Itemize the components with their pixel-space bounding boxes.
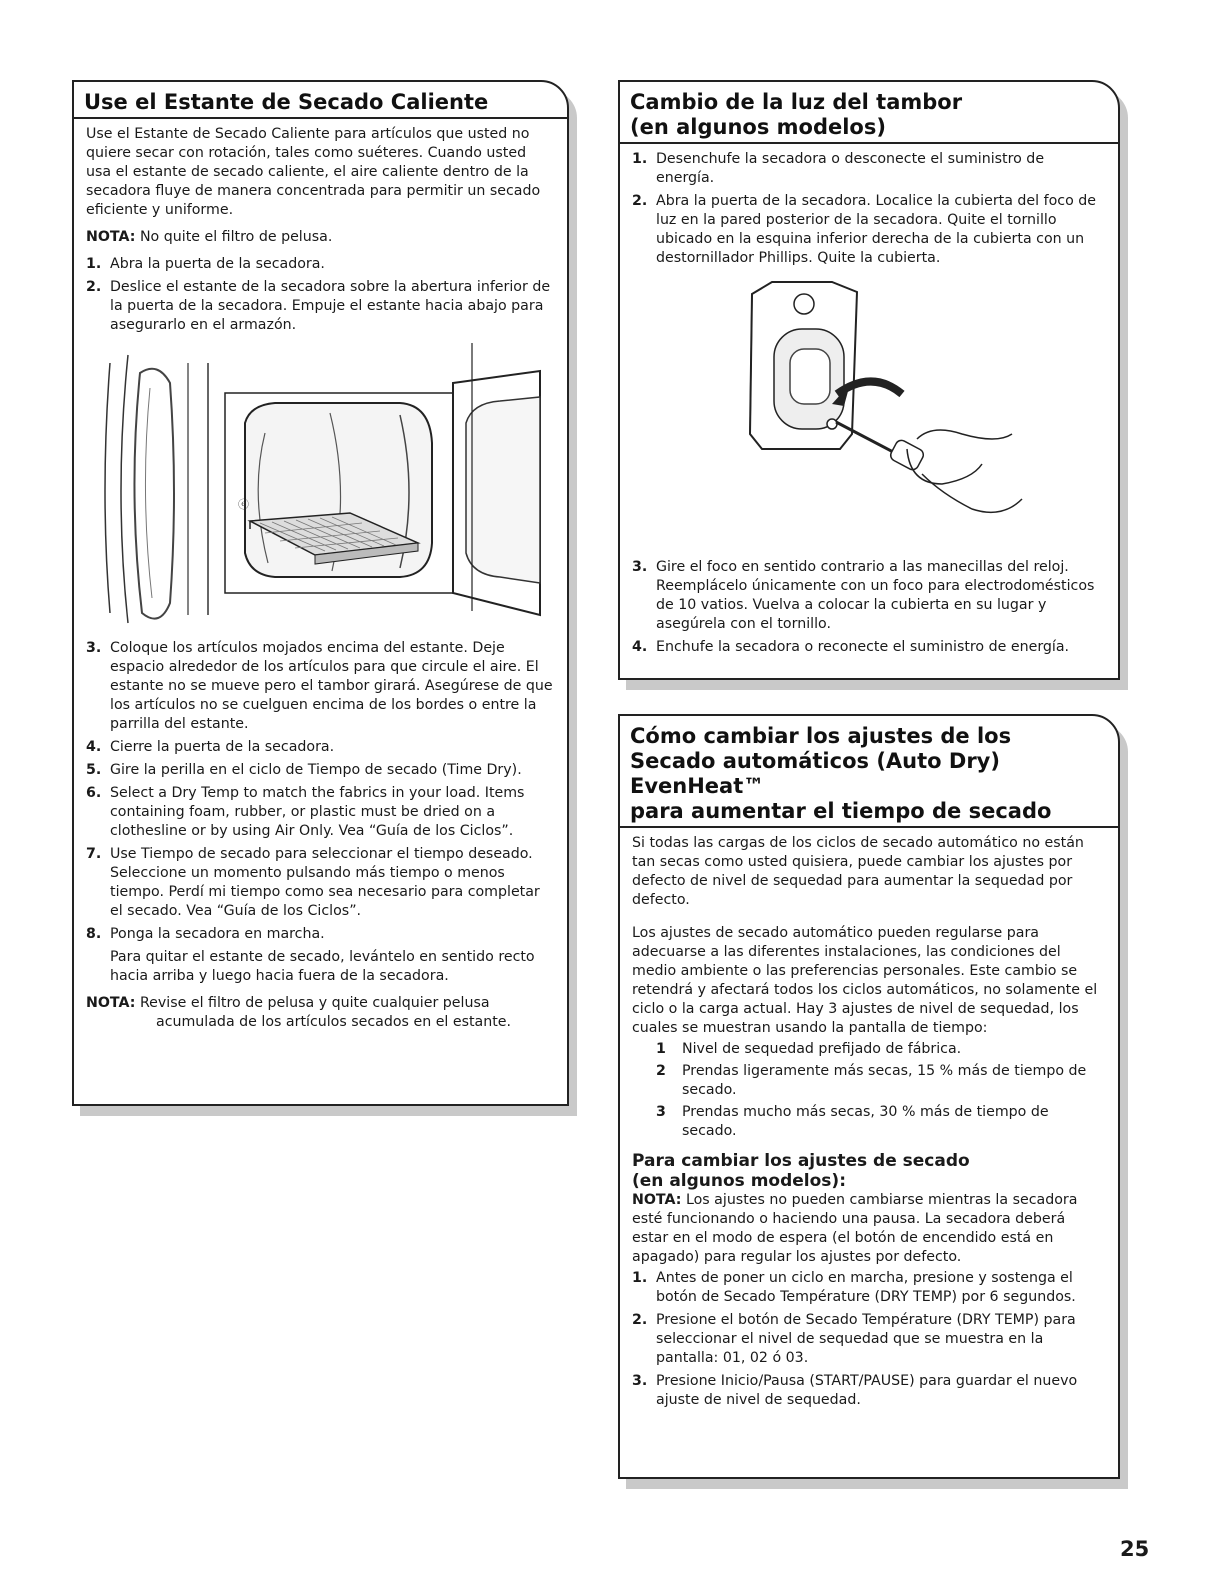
list-item: 3. Coloque los artículos mojados encima del estante. Deje espacio alrededor de los artículos para que circule el aire. El estante no se mueve pero el tambor girará. Asegúrese de que los artículos no se cuelguen encima de los bordes o entre la parrilla del estante. — [86, 640, 553, 732]
drying-rack-title: Use el Estante de Secado Caliente — [84, 90, 489, 114]
list-item: 4. Enchufe la secadora o reconecte el suministro de energía. — [632, 639, 1070, 655]
drying-rack-note: NOTA: No quite el filtro de pelusa. — [86, 229, 333, 245]
drying-rack-steps-b — [86, 639, 553, 944]
drying-rack-intro: Use el Estante de Secado Caliente para artículos que usted no quiere secar con rotación, tales como suéteres. Cuando usted usa el estante de secado caliente, el aire caliente dentro de la secadora fluye de manera concentrada para permitir un secado eficiente y uniforme. — [86, 126, 541, 218]
list-item: 2 Prendas ligeramente más secas, 15 % más de tiempo de secado. — [656, 1063, 1087, 1098]
drying-rack-body — [74, 119, 567, 1032]
drying-rack-section — [72, 80, 569, 1106]
list-item: 2. Deslice el estante de la secadora sobre la abertura inferior de la puerta de la secadora. Empuje el estante hacia abajo para asegurarlo en el armazón. — [86, 279, 551, 333]
drum-light-title: Cambio de la luz del tambor (en algunos modelos) — [630, 90, 963, 139]
remove-rack-text: Para quitar el estante de secado, levántelo en sentido recto hacia arriba y luego hacia fuera de la secadora. — [110, 949, 535, 984]
list-item: 1. Abra la puerta de la secadora. — [86, 256, 325, 272]
list-item: 4. Cierre la puerta de la secadora. — [86, 739, 335, 755]
list-item: 1. Antes de poner un ciclo en marcha, presione y sostenga el botón de Secado Température (DRY TEMP) por 6 segundos. — [632, 1270, 1076, 1305]
dryer-rack-illustration — [100, 343, 550, 633]
auto-dry-header — [620, 716, 1118, 828]
light-cover-illustration — [732, 274, 1032, 554]
drum-light-section — [618, 80, 1120, 680]
auto-dry-title: Cómo cambiar los ajustes de los Secado automáticos (Auto Dry) EvenHeat™ para aumentar el tiempo de secado — [630, 724, 1052, 823]
auto-dry-para-1: Si todas las cargas de los ciclos de secado automático no están tan secas como usted quisiera, puede cambiar los ajustes por defecto de nivel de sequedad para aumentar la sequedad por defecto. — [632, 835, 1084, 908]
auto-dry-para-2: Los ajustes de secado automático pueden regularse para adecuarse a las diferentes instalaciones, las condiciones del medio ambiente o las preferencias personales. Este cambio se retendrá y afectará todos los ciclos automáticos, no solamente el ciclo o la carga actual. Hay 3 ajustes de nivel de sequedad, los cuales se muestran usando la pantalla de tiempo: — [632, 925, 1098, 1036]
change-settings-note: NOTA: Los ajustes no pueden cambiarse mientras la secadora esté funcionando o haciendo una pausa. La secadora deberá estar en el modo de espera (el botón de encendido está en apagado) para regular los ajustes por defecto. — [632, 1192, 1078, 1265]
drum-light-steps-a — [632, 150, 1104, 268]
auto-dry-section — [618, 714, 1120, 1479]
list-item: 7. Use Tiempo de secado para seleccionar el tiempo deseado. Seleccione un momento pulsando más tiempo o menos tiempo. Perdí mi tiempo como sea necesario para completar el secado. Vea “Guía de los Ciclos”. — [86, 846, 540, 919]
drum-light-body — [620, 144, 1118, 657]
drying-rack-header — [74, 82, 567, 119]
dryness-levels — [632, 1040, 1104, 1141]
list-item: 5. Gire la perilla en el ciclo de Tiempo de secado (Time Dry). — [86, 762, 522, 778]
auto-dry-body — [620, 828, 1118, 1410]
change-settings-steps — [632, 1269, 1104, 1410]
list-item: 3 Prendas mucho más secas, 30 % más de tiempo de secado. — [656, 1104, 1049, 1139]
drum-light-header — [620, 82, 1118, 144]
list-item: 2. Abra la puerta de la secadora. Localice la cubierta del foco de luz en la pared posterior de la secadora. Quite el tornillo ubicado en la esquina inferior derecha de la cubierta con un destornillador Phillips. Quite la cubierta. — [632, 193, 1097, 266]
list-item: 3. Gire el foco en sentido contrario a las manecillas del reloj. Reemplácelo únicamente con un foco para electrodomésticos de 10 vatios. Vuelva a colocar la cubierta en su lugar y asegúrela con el tornillo. — [632, 559, 1095, 632]
drum-light-steps-b — [632, 558, 1104, 657]
list-item: 6. Select a Dry Temp to match the fabrics in your load. Items containing foam, rubber, or plastic must be dried on a clothesline or by using Air Only. Vea “Guía de los Ciclos”. — [86, 785, 525, 839]
page-number: 25 — [1120, 1537, 1150, 1561]
list-item: 3. Presione Inicio/Pausa (START/PAUSE) para guardar el nuevo ajuste de nivel de sequedad. — [632, 1373, 1078, 1408]
drying-rack-steps-a — [86, 255, 553, 335]
list-item: 2. Presione el botón de Secado Température (DRY TEMP) para seleccionar el nivel de sequedad que se muestra en la pantalla: 01, 02 ó 03. — [632, 1312, 1076, 1366]
change-settings-heading: Para cambiar los ajustes de secado (en algunos modelos): — [632, 1151, 970, 1191]
svg-text:ⓔ: ⓔ — [238, 498, 249, 511]
list-item: 8. Ponga la secadora en marcha. — [86, 926, 325, 942]
list-item: 1. Desenchufe la secadora o desconecte el suministro de energía. — [632, 151, 1045, 186]
drying-rack-note-2: NOTA: Revise el filtro de pelusa y quite cualquier pelusa acumulada de los artículos secados en el estante. — [86, 995, 512, 1030]
list-item: 1 Nivel de sequedad prefijado de fábrica. — [656, 1041, 962, 1057]
